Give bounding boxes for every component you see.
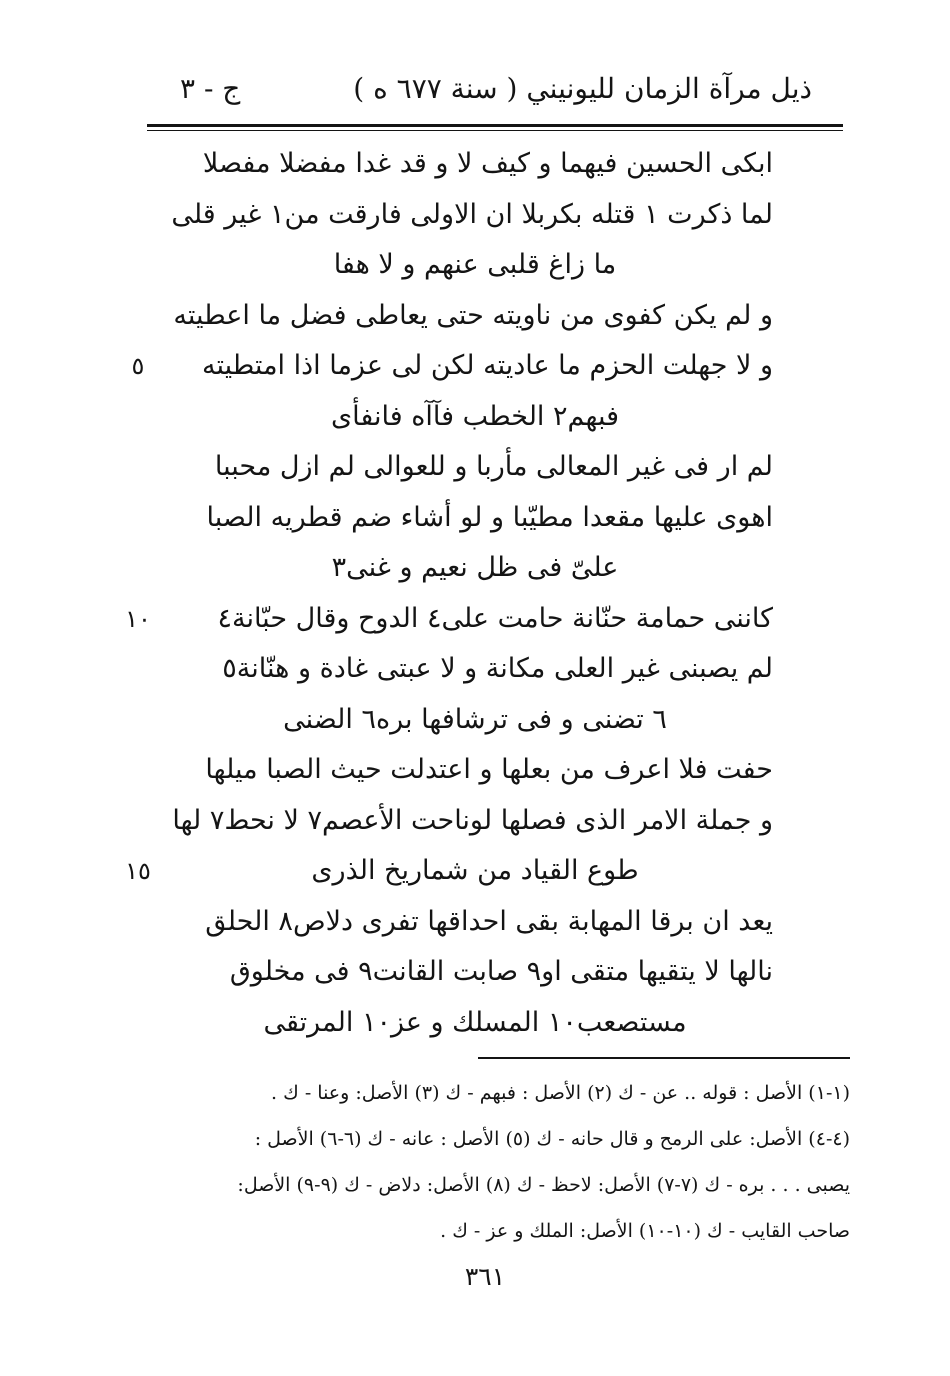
poem-refrain-line: ٦ تضنى و فى ترشافها بره٦ الضنى bbox=[283, 704, 667, 735]
poem-verse-line: يعد ان برقا المهابة بقى احداقها تفرى دلاص٨ الحلق bbox=[205, 906, 773, 937]
line-number: ١٥ bbox=[125, 857, 151, 885]
poem-refrain-line: ما زاغ قلبى عنهم و لا هفا bbox=[333, 249, 617, 280]
line-number: ١٠ bbox=[125, 605, 151, 633]
poem-verse-line: حفت فلا اعرف من بعلها و اعتدلت حيث الصبا ميلها bbox=[205, 754, 773, 785]
footnote-line: (٤-٤) الأصل: على الرمح و قال حانه - ك (٥) الأصل : عانه - ك (٦-٦) الأصل : bbox=[254, 1128, 850, 1150]
poem-verse-line: و لا جهلت الحزم ما عاديته لكن لى عزما اذا امتطيته bbox=[202, 350, 773, 381]
poem-verse-line: اهوى عليها مقعدا مطيّبا و لو أشاء ضم قطريه الصبا bbox=[206, 502, 773, 533]
volume-number: ج - ٣ bbox=[180, 72, 241, 105]
poem-verse-line: لما ذكرت ١ قتله بكربلا ان الاولى فارقت من١ غير قلى bbox=[171, 199, 773, 230]
footnote-line: (١-١) الأصل : قوله .. عن - ك (٢) الأصل : فبهم - ك (٣) الأصل: وعنا - ك . bbox=[271, 1082, 850, 1104]
running-title: ذيل مرآة الزمان لليونيني ( سنة ٦٧٧ ه ) bbox=[353, 72, 812, 105]
poem-refrain-line: مستصعب١٠ المسلك و عز١٠ المرتقى bbox=[263, 1007, 687, 1038]
poem-verse-line: و لم يكن كفوى من ناويته حتى يعاطى فضل ما اعطيته bbox=[173, 300, 773, 331]
poem-verse-line: و جملة الامر الذى فصلها لوناحت الأعصم٧ لا نحط٧ لها bbox=[172, 805, 773, 836]
poem-verse-line: ابكى الحسين فيهما و كيف لا و قد غدا مفضلا مفصلا bbox=[202, 148, 773, 179]
poem-refrain-line: علىّ فى ظل نعيم و غنى٣ bbox=[331, 552, 619, 583]
footnote-line: يصبى . . . بره - ك (٧-٧) الأصل: لاحظ - ك (٨) الأصل: دلاض - ك (٩-٩) الأصل: bbox=[237, 1174, 850, 1196]
footnote-line: صاحب القايب - ك (١٠-١٠) الأصل: الملك و عز - ك . bbox=[440, 1220, 850, 1242]
poem-verse-line: كاننى حمامة حنّانة حامت على٤ الدوح وقال حبّانة٤ bbox=[217, 603, 773, 634]
poem-refrain-line: طوع القياد من شماريخ الذرى bbox=[311, 855, 639, 886]
poem-verse-line: لم يصبنى غير العلى مكانة و لا عبتى غادة و هنّانة٥ bbox=[222, 653, 773, 684]
poem-refrain-line: فبهم٢ الخطب فآآه فانفأى bbox=[331, 401, 619, 432]
footnote-rule bbox=[478, 1057, 850, 1059]
page-number: ٣٦١ bbox=[464, 1262, 506, 1291]
poem-verse-line: لم ار فى غير المعالى مأربا و للعوالى لم ازل محببا bbox=[214, 451, 773, 482]
line-number: ٥ bbox=[131, 352, 145, 380]
poem-verse-line: نالها لا يتقيها متقى او٩ صابت القانت٩ فى مخلوق bbox=[229, 956, 773, 987]
